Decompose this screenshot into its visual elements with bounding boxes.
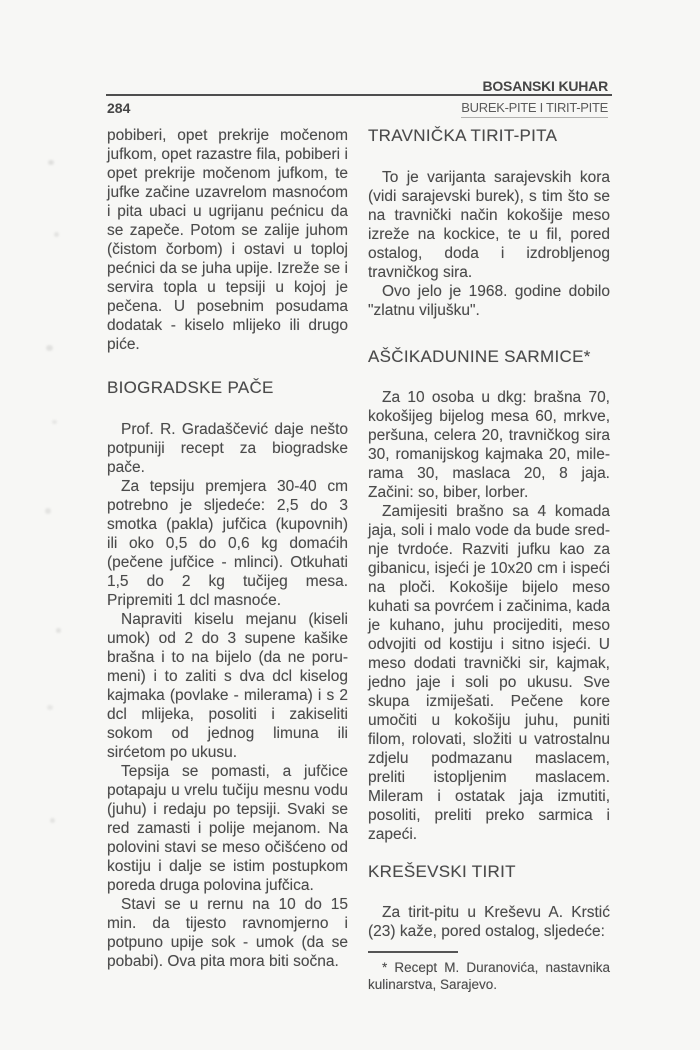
scan-noise-speck — [47, 705, 53, 710]
footnote-text: * Recept M. Duranovića, nastavnika kulinarstva, Sarajevo. — [368, 960, 610, 992]
book-title: BOSANSKI KUHAR — [482, 78, 608, 94]
recipe-paragraph: Tepsija se pomasti, a jufčice potapaju u vrelu tučiju mesnu vodu (juhu) i redaju po tepsiji. Svaki se red zamasti i polije mejanom. Na polovini stavi se meso očišćeno od kostiju i dalje se istim postupkom poreda druga polovina jufčica. — [107, 763, 348, 894]
recipe-paragraph: Prof. R. Gradaščević daje nešto potpuniji recept za biogradske pače. — [107, 421, 348, 476]
recipe-paragraph: Za tepsiju premjera 30-40 cm potrebno je sljedeće: 2,5 do 3 smotka (pakla) jufčica (kupovnih) ili oko 0,5 do 0,6 kg domaćih (pečene jufčice - mlinci). Otkuhati 1,5 do 2 kg tučijeg mesa. Pripremiti 1 dcl masnoće. — [107, 478, 348, 609]
recipe-paragraph: Za tirit-pitu u Kreševu A. Krstić (23) kaže, pored ostalog, sljedeće: — [368, 904, 610, 940]
scan-noise-speck — [50, 818, 55, 823]
left-column — [107, 126, 348, 971]
scan-noise-speck — [52, 420, 57, 424]
right-column — [368, 126, 610, 993]
section-heading-biogradske-pace: BIOGRADSKE PAČE — [107, 378, 274, 397]
footnote-rule — [368, 951, 458, 953]
recipe-paragraph: To je varijanta sarajevskih kora (vidi sarajevski burek), s tim što se na travnički način kokošije meso izreže na kockice, te u fil, pored ostalog, doda i izdrobljenog travničkog sira. — [368, 169, 610, 281]
continuation-paragraph: pobiberi, opet prekrije močenom jufkom, opet razastre fila, pobiberi i opet prekrije močenom jufkom, te jufke začine uzavrelom masnoćom i pita ubaci u ugrijanu pećnicu da se zapeče. Potom se zalije juhom (čistom čorbom) i ostavi u toploj pećnici da se juha upije. Izreže se i servira topla u tepsiji u kojoj je pečena. U posebnim posudama dodatak - kiselo mlijeko ili drugo piće. — [107, 127, 348, 353]
section-heading-travnicka-tirit-pita: TRAVNIČKA TIRIT-PITA — [368, 126, 558, 145]
recipe-paragraph: Ovo jelo je 1968. godine dobilo "zlatnu viljušku". — [368, 283, 610, 319]
scan-noise-speck — [46, 345, 53, 351]
scan-noise-speck — [48, 160, 54, 165]
recipe-paragraph: Napraviti kiselu mejanu (kiseli umok) od 2 do 3 supene kašike brašna i to na bijelo (da ne porumeni) i to zaliti s dva dcl kiselog kajmaka (povlake - milerama) i s 2 dcl mlijeka, posoliti i zakiseliti sokom od jednog limuna ili sirćetom po ukusu. — [107, 611, 348, 761]
recipe-paragraph: Stavi se u rernu na 10 do 15 min. da tijesto ravnomjerno i potpuno upije sok - umok (da se pobabi). Ova pita mora biti sočna. — [107, 896, 348, 970]
recipe-paragraph: Zamijesiti brašno sa 4 komada jaja, soli i malo vode da bude srednje tvrdoće. Razviti jufku kao za gibanicu, isjeći je 10x20 cm i ispeći na ploči. Kokošije bijelo meso kuhati sa povrćem i začinima, kada je kuhano, juhu procijediti, meso odvojiti od kostiju i sitno isjeći. U meso dodati travnički sir, kajmak, jedno jaje i soli po ukusu. Sve skupa izmiješati. Pečene kore umočiti u kokošiju juhu, puniti filom, rolovati, složiti u vatrostalnu zdjelu podmazanu maslacem, preliti istopljenim maslacem. Mileram i ostatak jaja izmutiti, posoliti, preliti preko sarmica i zapeći. — [368, 503, 610, 843]
chapter-title: BUREK-PITE I TIRIT-PITE — [461, 100, 608, 118]
section-heading-ascikadunine-sarmice: AŠČIKADUNINE SARMICE* — [368, 347, 591, 366]
section-heading-kresevski-tirit: KREŠEVSKI TIRIT — [368, 862, 516, 881]
header-rule — [106, 94, 612, 96]
page-number: 284 — [107, 100, 131, 116]
scan-noise-speck — [45, 508, 51, 514]
scan-noise-speck — [54, 232, 59, 237]
recipe-paragraph: Za 10 osoba u dkg: brašna 70, kokošijeg bijelog mesa 60, mrkve, peršuna, celera 20, travničkog sira 30, romanijskog kajmaka 20, milerama 30, maslaca 20, 8 jaja. Začini: so, biber, lorber. — [368, 389, 610, 501]
footnote — [368, 951, 610, 993]
scan-noise-speck — [56, 628, 61, 633]
